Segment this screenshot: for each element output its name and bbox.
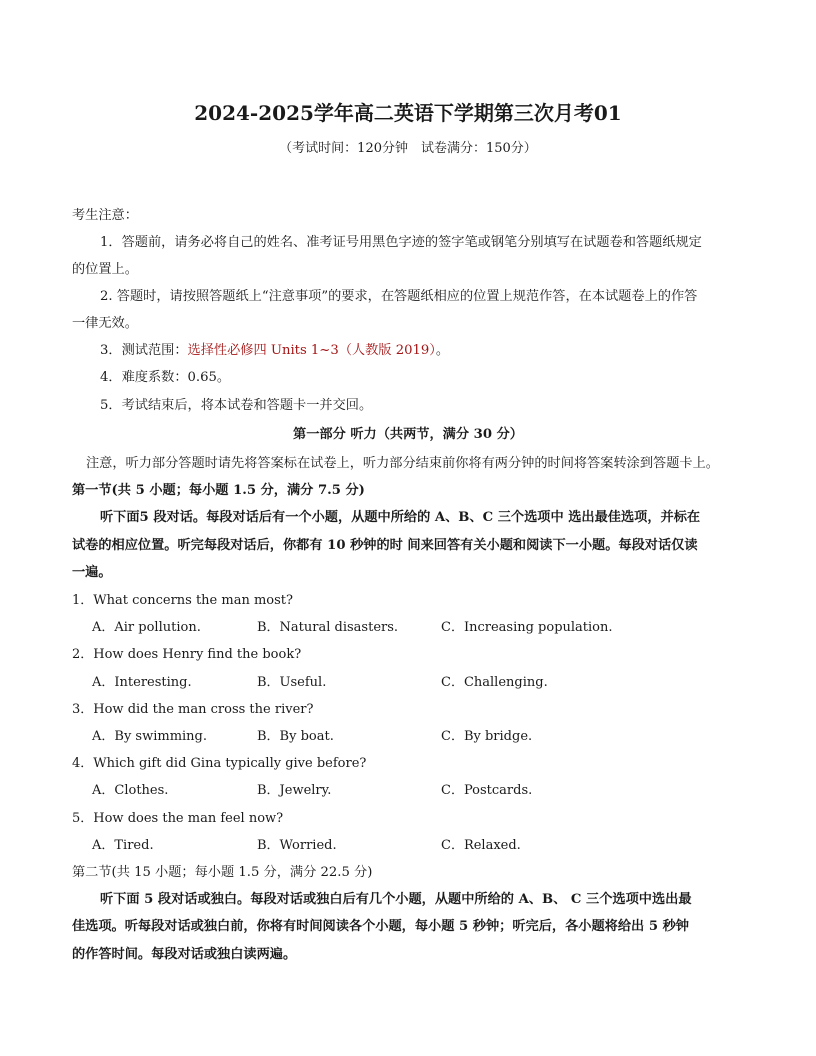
section-1-instruction-line-2: 试卷的相应位置。听完每段对话后，你都有 10 秒钟的时 间来回答有关小题和阅读下一小题。每段对话仅读 bbox=[72, 538, 698, 553]
question-4-option-b: B．Jewelry. bbox=[257, 783, 332, 798]
section-1-heading: 第一节(共 5 小题；每小题 1.5 分，满分 7.5 分) bbox=[72, 483, 365, 498]
section-1-instruction-line-3: 一遍。 bbox=[72, 565, 112, 580]
question-4: 4．Which gift did Gina typically give before? bbox=[72, 756, 367, 771]
question-1: 1．What concerns the man most? bbox=[72, 593, 293, 608]
question-5: 5．How does the man feel now? bbox=[72, 811, 284, 826]
question-2-option-a: A．Interesting. bbox=[92, 675, 192, 690]
notice-item-3 bbox=[100, 339, 449, 358]
section-1-instruction-line-1: 听下面5 段对话。每段对话后有一个小题，从题中所给的 A、B、C 三个选项中 选出最佳选项，并标在 bbox=[100, 510, 701, 525]
section-2-heading: 第二节(共 15 小题；每小题 1.5 分，满分 22.5 分) bbox=[72, 865, 373, 880]
question-3-option-c: C．By bridge. bbox=[441, 729, 533, 744]
question-5-option-b: B．Worried. bbox=[257, 838, 337, 853]
notice-item-2-line-1: 2. 答题时，请按照答题纸上“注意事项”的要求，在答题纸相应的位置上规范作答，在本试题卷上的作答 bbox=[100, 289, 698, 304]
question-4-option-a: A．Clothes. bbox=[92, 783, 169, 798]
notice-item-1-line-1: 1．答题前，请务必将自己的姓名、准考证号用黑色字迹的签字笔或钢笔分别填写在试题卷和答题纸规定 bbox=[100, 235, 702, 250]
question-5-option-c: C．Relaxed. bbox=[441, 838, 521, 853]
question-2: 2．How does Henry find the book? bbox=[72, 647, 302, 662]
question-3-option-b: B．By boat. bbox=[257, 729, 334, 744]
test-scope: 选择性必修四 Units 1~3（人教版 2019） bbox=[187, 343, 436, 358]
notice-item-3-prefix: 3．测试范围： bbox=[100, 343, 188, 358]
question-4-option-c: C．Postcards. bbox=[441, 783, 533, 798]
question-3: 3．How did the man cross the river? bbox=[72, 702, 314, 717]
notice-item-2-line-2: 一律无效。 bbox=[72, 316, 138, 331]
section-2-instruction-line-1: 听下面 5 段对话或独白。每段对话或独白后有几个小题，从题中所给的 A、B、 C 三个选项中选出最 bbox=[100, 892, 692, 907]
question-5-option-a: A．Tired. bbox=[92, 838, 154, 853]
notice-item-3-suffix: 。 bbox=[435, 343, 450, 358]
section-2-instruction-line-3: 的作答时间。每段对话或独白读两遍。 bbox=[72, 947, 297, 962]
question-2-option-b: B．Useful. bbox=[257, 675, 327, 690]
question-2-option-c: C．Challenging. bbox=[441, 675, 548, 690]
notice-item-5: 5．考试结束后，将本试卷和答题卡一并交回。 bbox=[100, 398, 373, 413]
section-2-instruction-line-2: 佳选项。听每段对话或独白前，你将有时间阅读各个小题，每小题 5 秒钟；听完后，各小题将给出 5 秒钟 bbox=[72, 919, 689, 934]
question-1-option-a: A．Air pollution. bbox=[92, 620, 201, 635]
question-1-option-b: B．Natural disasters. bbox=[257, 620, 399, 635]
exam-subtitle: （考试时间：120分钟 试卷满分：150分） bbox=[279, 141, 537, 156]
part-1-heading: 第一部分 听力（共两节，满分 30 分） bbox=[293, 427, 523, 442]
notice-item-4: 4．难度系数：0.65。 bbox=[100, 370, 231, 385]
question-3-option-a: A．By swimming. bbox=[92, 729, 208, 744]
notice-heading: 考生注意： bbox=[72, 208, 138, 223]
question-1-option-c: C．Increasing population. bbox=[441, 620, 613, 635]
notice-item-1-line-2: 的位置上。 bbox=[72, 262, 138, 277]
part-1-note: 注意，听力部分答题时请先将答案标在试卷上，听力部分结束前你将有两分钟的时间将答案转涂到答题卡上。 bbox=[86, 456, 719, 471]
exam-title: 2024-2025学年高二英语下学期第三次月考01 bbox=[194, 101, 622, 125]
